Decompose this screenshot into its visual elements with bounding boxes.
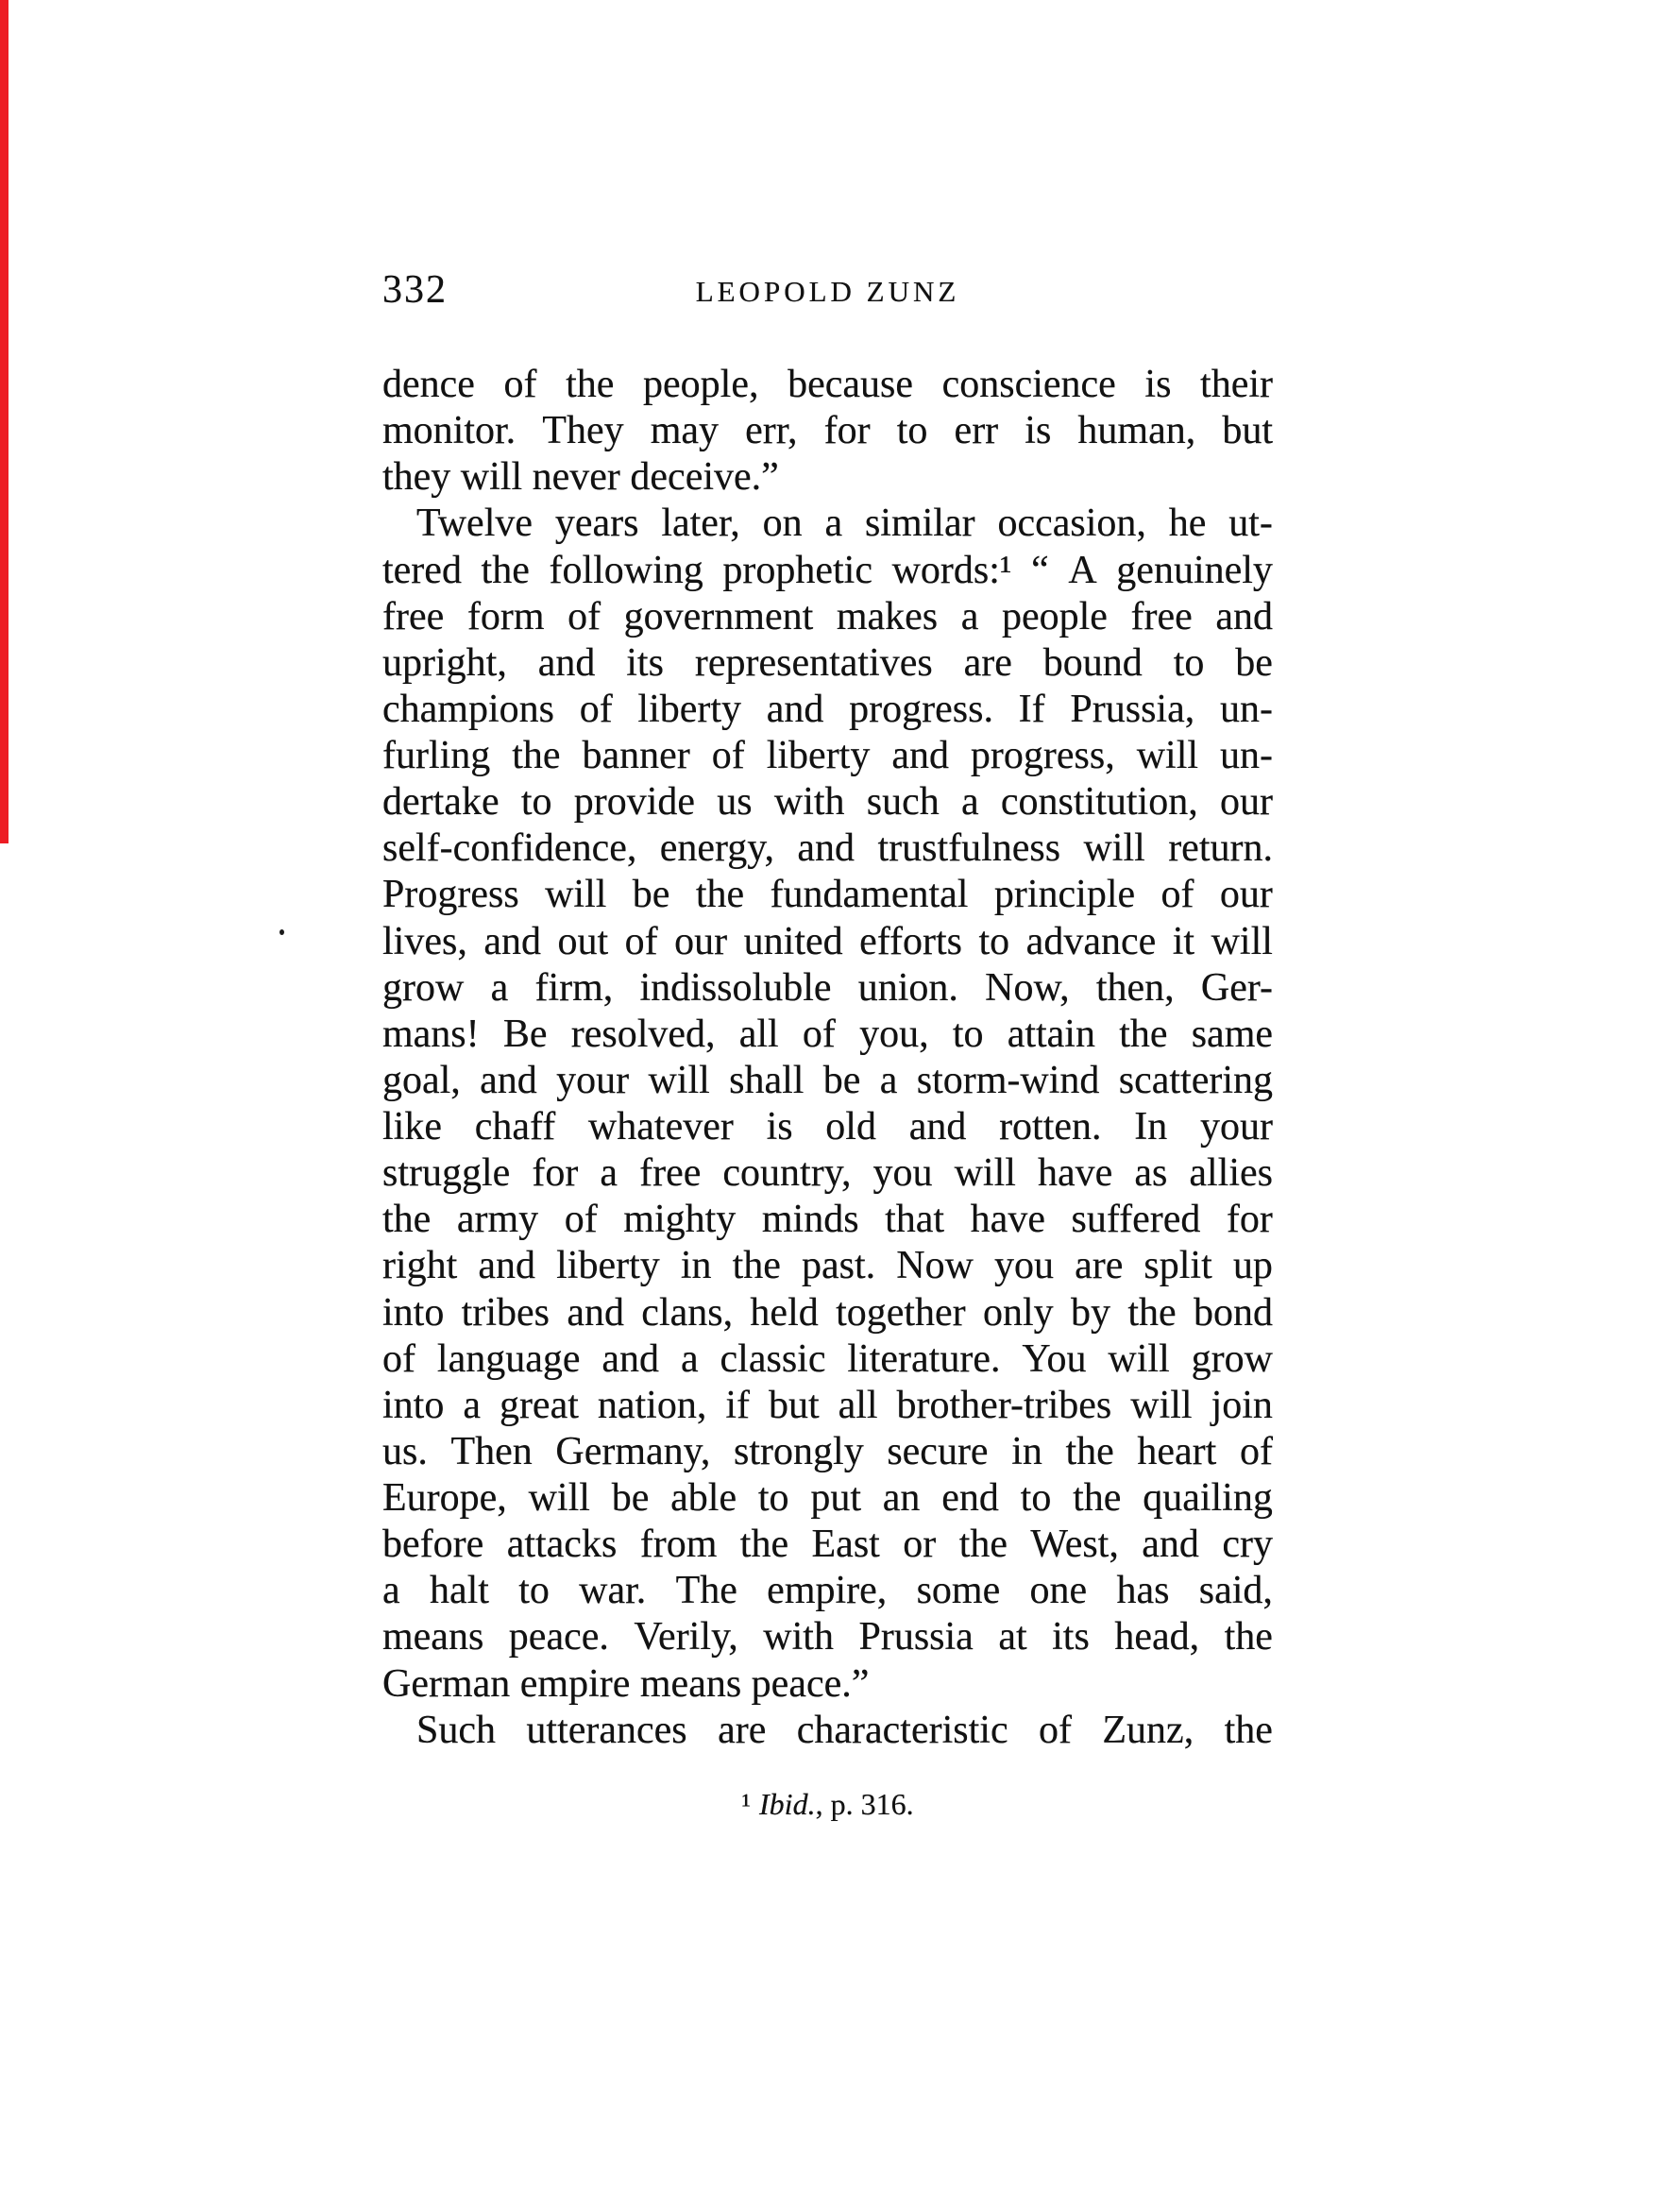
text-line: free form of government makes a people free and [382,594,1273,638]
text-line: of language and a classic literature. You will grow [382,1336,1273,1381]
text-line: struggle for a free country, you will have as allies [382,1151,1273,1196]
text-line: lives, and out of our united efforts to advance it will [382,919,1273,963]
scan-edge-artifact [0,0,8,843]
text-line: into a great nation, if but all brother-tribes will join [382,1383,1273,1427]
text-line: grow a firm, indissoluble union. Now, then, Ger- [382,965,1273,1010]
text-line: monitor. They may err, for to err is human, but [382,409,1273,453]
text-line: the army of mighty minds that have suffered for [382,1198,1273,1242]
footnote-rest: , p. 316. [815,1787,914,1821]
text-line: before attacks from the East or the West, and cry [382,1523,1273,1567]
text-line: Such utterances are characteristic of Zunz, the [416,1708,1273,1752]
text-line: goal, and your will shall be a storm-wind scattering [382,1058,1273,1102]
ink-speck [279,929,284,935]
footnote-marker: ¹ [741,1787,752,1821]
text-line: right and liberty in the past. Now you are split up [382,1244,1273,1288]
footnote-work-italic: Ibid. [759,1787,816,1821]
text-line: tered the following prophetic words:¹ “ A genuinely [382,548,1273,592]
text-line: dertake to provide us with such a constitution, our [382,780,1273,825]
page-number: 332 [382,268,448,312]
text-line: German empire means peace.” [382,1661,870,1706]
text-line: self-confidence, energy, and trustfulness will return. [382,826,1273,871]
text-line: us. Then Germany, strongly secure in the heart of [382,1429,1273,1473]
text-line: into tribes and clans, held together only by the bond [382,1290,1273,1335]
running-title: LEOPOLD ZUNZ [695,275,960,308]
text-line: upright, and its representatives are bound to be [382,640,1273,685]
text-line: means peace. Verily, with Prussia at its head, the [382,1615,1273,1659]
text-line: dence of the people, because conscience is their [382,363,1273,406]
footnote [382,1785,1273,1823]
text-line: Europe, will be able to put an end to the quailing [382,1476,1273,1520]
body-lines [382,362,1273,1754]
text-line: furling the banner of liberty and progress, will un- [382,734,1273,777]
text-line: Twelve years later, on a similar occasion, he ut- [416,502,1273,546]
text-line: like chaff whatever is old and rotten. In your [382,1105,1273,1149]
text-line: Progress will be the fundamental principle of our [382,873,1273,917]
text-line: champions of liberty and progress. If Prussia, un- [382,687,1273,731]
text-line: mans! Be resolved, all of you, to attain the same [382,1012,1273,1056]
text-line: a halt to war. The empire, some one has said, [382,1569,1273,1613]
text-line: they will never deceive.” [382,455,779,500]
